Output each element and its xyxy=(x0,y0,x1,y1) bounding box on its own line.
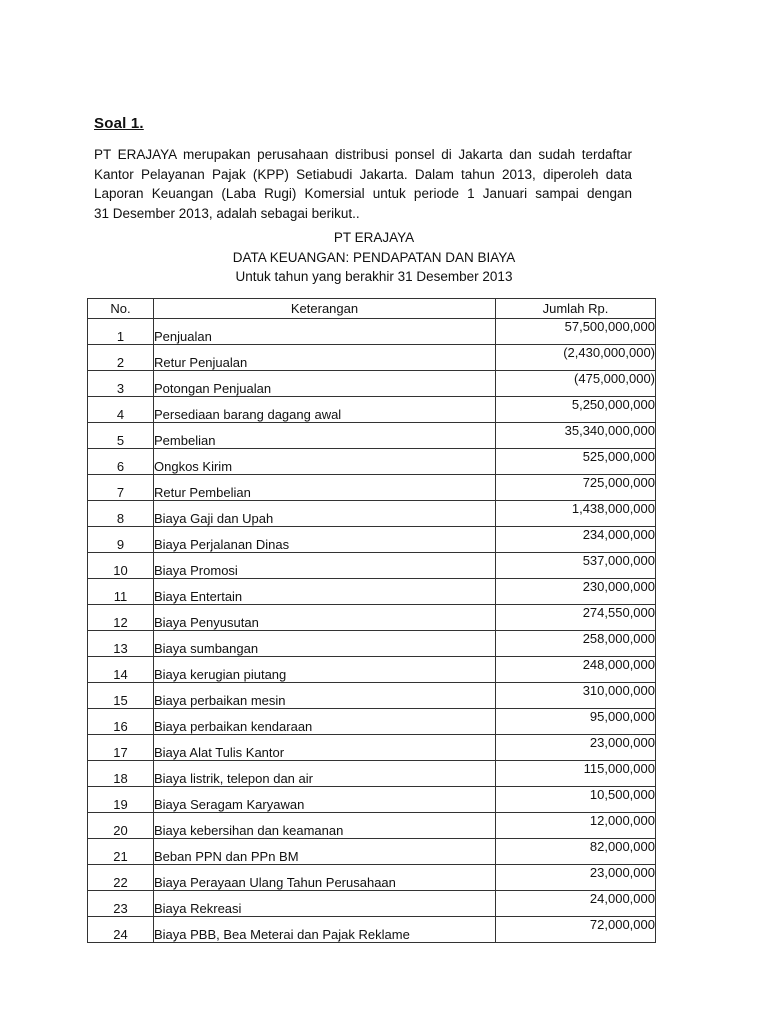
row-number: 2 xyxy=(88,345,154,371)
intro-line: PT ERAJAYA merupakan perusahaan distribusi ponsel di Jakarta dan sudah terdaftar xyxy=(94,147,632,162)
table-row xyxy=(88,735,656,761)
table-row xyxy=(88,449,656,475)
report-title-block xyxy=(94,228,654,287)
row-number: 18 xyxy=(88,761,154,787)
row-number: 16 xyxy=(88,709,154,735)
intro-line: Laporan Keuangan (Laba Rugi) Komersial untuk periode 1 Januari sampai dengan xyxy=(94,186,632,201)
row-description: Beban PPN dan PPn BM xyxy=(154,839,496,865)
row-number: 17 xyxy=(88,735,154,761)
row-number: 1 xyxy=(88,319,154,345)
row-description: Biaya perbaikan kendaraan xyxy=(154,709,496,735)
report-title: DATA KEUANGAN: PENDAPATAN DAN BIAYA xyxy=(232,249,516,265)
table-row xyxy=(88,397,656,423)
row-amount: (475,000,000) xyxy=(496,371,656,397)
row-number: 8 xyxy=(88,501,154,527)
table-body xyxy=(88,319,656,943)
row-description: Retur Penjualan xyxy=(154,345,496,371)
table-row xyxy=(88,423,656,449)
row-number: 13 xyxy=(88,631,154,657)
table-row xyxy=(88,345,656,371)
table-row xyxy=(88,917,656,943)
row-amount: 1,438,000,000 xyxy=(496,501,656,527)
row-description: Biaya Rekreasi xyxy=(154,891,496,917)
table-row xyxy=(88,553,656,579)
row-number: 10 xyxy=(88,553,154,579)
row-amount: 10,500,000 xyxy=(496,787,656,813)
row-number: 22 xyxy=(88,865,154,891)
table-row xyxy=(88,657,656,683)
table-row xyxy=(88,319,656,345)
row-description: Biaya Perjalanan Dinas xyxy=(154,527,496,553)
table-row xyxy=(88,709,656,735)
row-description: Biaya Seragam Karyawan xyxy=(154,787,496,813)
row-amount: 310,000,000 xyxy=(496,683,656,709)
header-jumlah: Jumlah Rp. xyxy=(496,299,656,319)
row-description: Biaya Penyusutan xyxy=(154,605,496,631)
row-number: 12 xyxy=(88,605,154,631)
row-amount: 35,340,000,000 xyxy=(496,423,656,449)
row-amount: 95,000,000 xyxy=(496,709,656,735)
row-description: Biaya Promosi xyxy=(154,553,496,579)
row-amount: 5,250,000,000 xyxy=(496,397,656,423)
row-description: Ongkos Kirim xyxy=(154,449,496,475)
row-description: Biaya listrik, telepon dan air xyxy=(154,761,496,787)
report-period: Untuk tahun yang berakhir 31 Desember 2013 xyxy=(235,269,513,284)
table-row xyxy=(88,839,656,865)
row-number: 3 xyxy=(88,371,154,397)
table-row xyxy=(88,579,656,605)
row-amount: 230,000,000 xyxy=(496,579,656,605)
table-row xyxy=(88,501,656,527)
table-row xyxy=(88,813,656,839)
row-description: Biaya Entertain xyxy=(154,579,496,605)
row-amount: 248,000,000 xyxy=(496,657,656,683)
company-name: PT ERAJAYA xyxy=(333,230,415,245)
row-number: 23 xyxy=(88,891,154,917)
row-description: Potongan Penjualan xyxy=(154,371,496,397)
row-number: 19 xyxy=(88,787,154,813)
table-row xyxy=(88,631,656,657)
table-row xyxy=(88,891,656,917)
intro-paragraph xyxy=(94,145,632,223)
row-number: 20 xyxy=(88,813,154,839)
row-number: 21 xyxy=(88,839,154,865)
row-amount: 537,000,000 xyxy=(496,553,656,579)
row-description: Biaya Gaji dan Upah xyxy=(154,501,496,527)
question-heading: Soal 1. xyxy=(94,115,144,132)
table-row xyxy=(88,761,656,787)
financial-data-table xyxy=(87,298,656,943)
row-amount: 525,000,000 xyxy=(496,449,656,475)
row-amount: 72,000,000 xyxy=(496,917,656,943)
table-row xyxy=(88,475,656,501)
row-description: Biaya Perayaan Ulang Tahun Perusahaan xyxy=(154,865,496,891)
row-number: 5 xyxy=(88,423,154,449)
row-number: 11 xyxy=(88,579,154,605)
row-number: 14 xyxy=(88,657,154,683)
table-row xyxy=(88,527,656,553)
table-row xyxy=(88,605,656,631)
header-keterangan: Keterangan xyxy=(154,299,496,319)
intro-line: 31 Desember 2013, adalah sebagai berikut.. xyxy=(94,205,360,221)
row-amount: 258,000,000 xyxy=(496,631,656,657)
table-row xyxy=(88,683,656,709)
table-row xyxy=(88,787,656,813)
row-amount: 24,000,000 xyxy=(496,891,656,917)
row-number: 6 xyxy=(88,449,154,475)
row-amount: 725,000,000 xyxy=(496,475,656,501)
header-no: No. xyxy=(88,299,154,319)
intro-line: Kantor Pelayanan Pajak (KPP) Setiabudi Jakarta. Dalam tahun 2013, diperoleh data xyxy=(94,166,632,182)
row-amount: 82,000,000 xyxy=(496,839,656,865)
row-number: 9 xyxy=(88,527,154,553)
table-header-row xyxy=(88,299,656,319)
row-description: Biaya Alat Tulis Kantor xyxy=(154,735,496,761)
row-amount: 12,000,000 xyxy=(496,813,656,839)
row-amount: 23,000,000 xyxy=(496,735,656,761)
row-number: 15 xyxy=(88,683,154,709)
row-number: 7 xyxy=(88,475,154,501)
row-amount: 23,000,000 xyxy=(496,865,656,891)
row-amount: 115,000,000 xyxy=(496,761,656,787)
row-amount: 57,500,000,000 xyxy=(496,319,656,345)
row-amount: (2,430,000,000) xyxy=(496,345,656,371)
row-amount: 234,000,000 xyxy=(496,527,656,553)
row-description: Biaya kerugian piutang xyxy=(154,657,496,683)
table-row xyxy=(88,865,656,891)
row-description: Persediaan barang dagang awal xyxy=(154,397,496,423)
row-description: Pembelian xyxy=(154,423,496,449)
row-description: Biaya kebersihan dan keamanan xyxy=(154,813,496,839)
row-description: Retur Pembelian xyxy=(154,475,496,501)
row-number: 24 xyxy=(88,917,154,943)
row-description: Biaya PBB, Bea Meterai dan Pajak Reklame xyxy=(154,917,496,943)
table-row xyxy=(88,371,656,397)
row-description: Penjualan xyxy=(154,319,496,345)
row-description: Biaya perbaikan mesin xyxy=(154,683,496,709)
row-amount: 274,550,000 xyxy=(496,605,656,631)
row-number: 4 xyxy=(88,397,154,423)
row-description: Biaya sumbangan xyxy=(154,631,496,657)
